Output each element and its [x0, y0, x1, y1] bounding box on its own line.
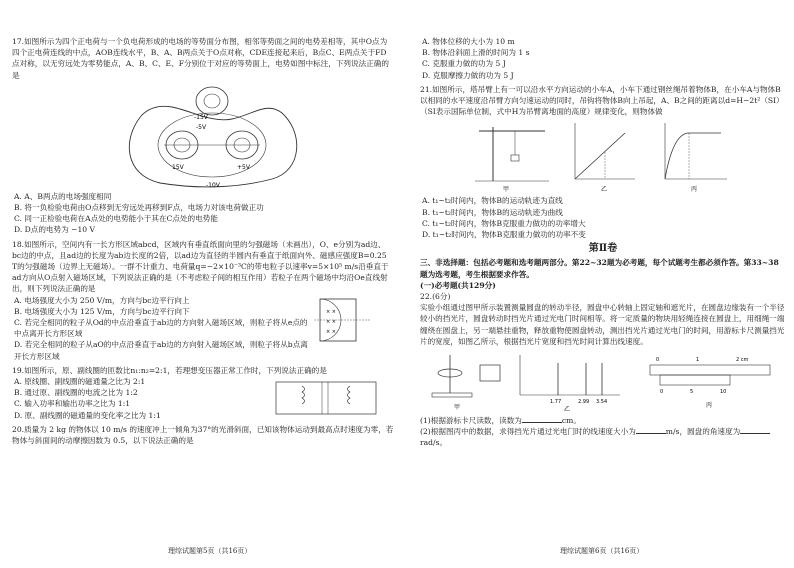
question-stem: 20.质量为 2 kg 的物体以 10 m/s 的速度冲上一倾角为37°的光滑斜面，已知该物体运动到最高点时速度为零，若物体与斜面间的动摩擦因数为 0.5，以下说法正确的是 — [12, 424, 394, 446]
crane-figure — [420, 119, 786, 193]
svg-text:× ×: × × — [326, 308, 336, 315]
svg-text:× ×: × × — [326, 318, 336, 325]
question-stem: 19.如图所示，原、副线圈的匝数比n₁:n₂=2:1，若理想变压器正常工作时，下列说法正确的是 — [12, 365, 327, 375]
sub-question-2: (2)根据图丙中的数据，求得挡光片通过光电门时的线速度大小为 m/s，圆盘的角速度为rad/s。 — [420, 426, 786, 448]
potential-label: -5V — [196, 123, 207, 131]
option-c: C. 若完全相同的粒子从Od的中点沿垂直于ab边的方向射入磁场区域，则粒子将从e点的中点离开长方形区域 — [14, 318, 308, 339]
option-c: C. t₁~t₂时间内，物体B克服重力做功的功率增大 — [422, 218, 586, 228]
question-stem: 17.如图所示为四个正电荷与一个负电荷形成的电场的等势面分布图，相邻等势面之间的电势差相等，其中O点为四个正电荷连线的中点，AOB连线水平，B、A、B两点关于O点对称，CDE连接起来后，B点C、E两点关于FD点对称，以无穷远处为零势能点，A、B、C、E、F分别位于对应的等势面上，电势如图中标注，下列说法正确的是 — [12, 37, 389, 80]
option-b: B. 物体沿斜面上滑的时间为 1 s — [422, 48, 530, 58]
potential-label: 15V — [172, 163, 184, 171]
experiment-figure — [420, 349, 786, 413]
option-a: A. A、B两点的电场强度相同 — [14, 191, 112, 201]
right-page — [420, 36, 786, 449]
question-head: 22.(6分) — [420, 292, 451, 302]
potential-label: -10V — [206, 181, 220, 189]
crane-and-graphs — [475, 119, 775, 193]
magnetic-field-diagram — [312, 295, 382, 345]
question-18 — [12, 239, 394, 362]
tick-label: 5 — [690, 389, 694, 396]
option-c: C. 克服重力做的功为 5 J — [422, 59, 506, 69]
figure-label: 丙 — [706, 402, 713, 410]
left-page — [12, 36, 394, 446]
question-17 — [12, 36, 394, 236]
equipotential-figure — [12, 83, 394, 189]
question-stem: 18.如图所示，空间内有一长方形区域abcd，区域内有垂直纸面向里的匀强磁场（未画出），O、e分别为ad边、bc边的中点，且ad边的长度为ab边长度的2倍，以ad边为直径的半圆内有垂直于纸面向外、磁感应强度B=0.25 T的匀强磁场（边界上无磁场）。一群不计重力、电荷量q=−2×10⁻³C的带电粒子以速率v=5×10⁵ m/s沿垂直于ad方向从O点射入磁场区域，下列说法正确的是（不考虑粒子间的相互作用）若粒子在两个磁场中均沿Oe直线射出，则下列说法正确的是 — [12, 239, 389, 294]
figure-label: 乙 — [601, 186, 608, 194]
option-a: A. 原线圈、副线圈的磁通量之比为 2:1 — [14, 377, 146, 387]
tick-label: 2.99 — [578, 399, 590, 406]
potential-label: +5V — [237, 163, 250, 171]
section-intro: 三、非选择题：包括必考题和选考题两部分。第22~32题为必考题，每个试题考生都必须作答。第33~38题为选考题，考生根据要求作答。 — [420, 258, 779, 279]
option-d: D. D点的电势为 −10 V — [14, 225, 96, 235]
tick-label: 0 — [656, 357, 660, 364]
option-b: B. 将一负检验电荷由O点移到无穷远处再移到F点，电场力对该电荷做正功 — [14, 203, 264, 213]
tick-label: 3.54 — [596, 399, 608, 406]
subsection-heading: (一)必考题(共129分) — [420, 280, 496, 290]
option-d: D. 原、副线圈的磁通量的变化率之比为 1:1 — [14, 410, 161, 420]
option-d: D. 若完全相同的粒子从aO的中点沿垂直于ab边的方向射入磁场区域，则粒子将从b点离开长方形区域 — [14, 340, 308, 361]
tick-label: 10 — [720, 389, 727, 396]
option-a: A. 电场强度大小为 250 V/m，方向与bc边平行向上 — [14, 295, 190, 305]
tick-label: 1 — [696, 357, 700, 364]
question-19 — [12, 365, 394, 421]
option-a: A. t₁~t₂时间内，物体B的运动轨迹为直线 — [422, 196, 563, 206]
figure-label: 乙 — [564, 406, 571, 414]
question-stem: 21.如图所示，塔吊臂上有一可以沿水平方向运动的小车A，小车下通过钢丝绳吊着物体B，在小车A与物体B以相同的水平速度沿吊臂方向匀速运动的同时，吊钩将物体B向上吊起，A、B之间的距离以d=H−2t²（SI）（SI表示国际单位制，式中H为吊臂离地面的高度）规律变化，则物体做 — [420, 84, 784, 117]
option-b: B. 电场强度大小为 125 V/m，方向与bc边平行向下 — [14, 306, 190, 316]
sub-question-1: (1)根据游标卡尺读数，读数为 cm。 — [420, 416, 581, 426]
question-stem: 实验小组通过图甲所示装置测量圆盘的转动半径，圆盘中心转轴上固定轴和遮光片，在圆盘边缘装有一个半径较小的挡光片，圆盘转动时挡光片通过光电门时间相等。将一定质量的物块用轻绳连接在圆盘上，用细绳一端缠绕在圆盘上，另一端悬挂重物，释放重物使圆盘转动，测出挡光片通过光电门的时间，用游标卡尺测量挡光片的宽度，如图乙所示，根据挡光片宽度和挡光时间计算出线速度。 — [420, 303, 785, 346]
tick-label: 1.77 — [550, 399, 562, 406]
option-d: D. 克服摩擦力做的功为 5 J — [422, 70, 514, 80]
page-footer: 理综试题第6页（共16页） — [560, 547, 644, 555]
transformer-diagram — [272, 376, 382, 420]
figure-label: 甲 — [503, 186, 510, 194]
option-b: B. t₁~t₂时间内，物体B的运动轨迹为曲线 — [422, 207, 563, 217]
question-20 — [12, 424, 394, 446]
option-c: C. 同一正检验电荷在A点处的电势能小于其在C点处的电势能 — [14, 214, 218, 224]
experiment-diagram — [420, 349, 786, 413]
question-21 — [420, 84, 786, 240]
svg-text:× ×: × × — [326, 328, 336, 335]
page-footer: 理综试题第5页（共16页） — [168, 547, 252, 555]
figure-label: 甲 — [454, 404, 461, 412]
option-c: C. 输入功率和输出功率之比为 1:1 — [14, 399, 131, 409]
section-title: 第Ⅱ卷 — [588, 243, 618, 255]
option-a: A. 物体位移的大小为 10 m — [422, 37, 515, 46]
option-b: B. 通过原、副线圈的电流之比为 1:2 — [14, 388, 138, 398]
equipotential-diagram — [112, 83, 312, 189]
question-22 — [420, 291, 786, 449]
figure-label: 丙 — [691, 186, 698, 194]
option-d: D. t₁~t₂时间内，物体B克服重力做功的功率不变 — [422, 230, 586, 240]
tick-label: 2 cm — [736, 357, 749, 364]
potential-label: -15V — [194, 113, 208, 121]
tick-label: 0 — [660, 389, 664, 396]
